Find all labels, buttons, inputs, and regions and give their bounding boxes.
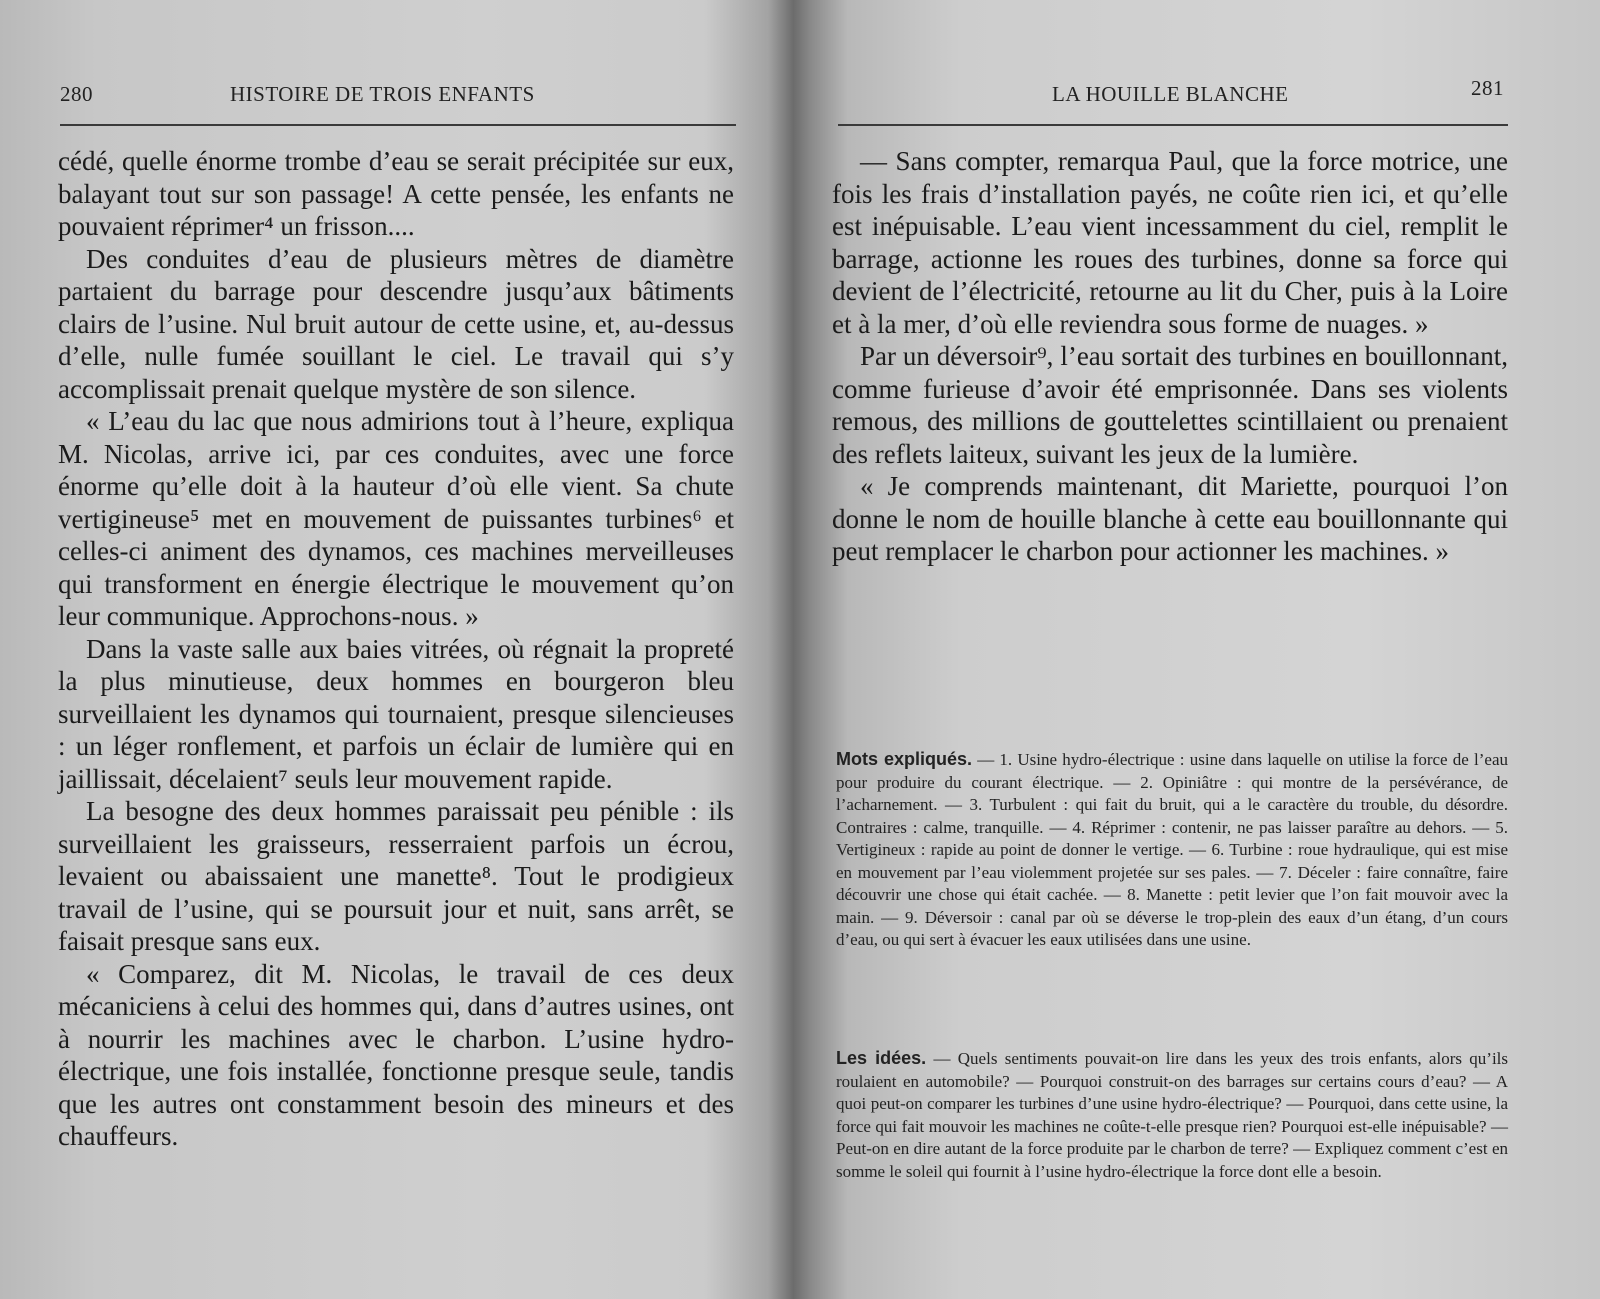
running-head-left: HISTOIRE DE TROIS ENFANTS — [230, 82, 535, 106]
paragraph: Dans la vaste salle aux baies vitrées, où régnait la propreté la plus minutieuse, deux hommes en bourgeron bleu surveillaient les dynamos qui tournaient, presque silencieuses : un léger ronflement, et parfois un éclair de lumière qui en jaillissait, décelaient⁷ seuls leur mouvement rapide. — [58, 633, 734, 794]
les-idees-label: Les idées. — [836, 1048, 927, 1068]
page-number-left: 280 — [60, 82, 93, 106]
paragraph: « L’eau du lac que nous admirions tout à l’heure, expliqua M. Nicolas, arrive ici, par ces conduites, avec une force énorme qu’elle doit à la hauteur d’où elle vient. Sa chute vertigineuse⁵ met en mouvement de puissantes turbines⁶ et celles-ci animent des dynamos, ces machines merveilleuses qui transforment en énergie électrique le mouvement qu’on leur communique. Approchons-nous. » — [58, 406, 734, 631]
mots-expliques-label: Mots expliqués. — [836, 749, 972, 769]
left-body-text — [58, 145, 734, 1153]
les-idees-section — [836, 1047, 1508, 1183]
right-page-header — [838, 76, 1504, 110]
paragraph: Par un déversoir⁹, l’eau sortait des turbines en bouillonnant, comme furieuse d’avoir été emprisonnée. Dans ses violents remous, des millions de gouttelettes scintillaient ou prenaient des reflets laiteux, suivant les jeux de la lumière. — [832, 341, 1508, 469]
header-rule-right — [838, 124, 1508, 126]
paragraph: cédé, quelle énorme trombe d’eau se serait précipitée sur eux, balayant tout sur son passage! A cette pensée, les enfants ne pouvaient réprimer⁴ un frisson.... — [58, 146, 734, 241]
paragraph: — Sans compter, remarqua Paul, que la force motrice, une fois les frais d’installation payés, ne coûte rien ici, et qu’elle est inépuisable. L’eau vient incessamment du ciel, remplit le barrage, actionne les roues des turbines, donne sa force qui devient de l’électricité, retourne au lit du Cher, puis à la Loire et à la mer, d’où elle reviendra sous forme de nuages. » — [832, 146, 1508, 339]
right-body-text — [832, 145, 1508, 568]
paragraph: « Comparez, dit M. Nicolas, le travail de ces deux mécaniciens à celui des hommes qui, dans d’autres usines, ont à nourrir les machines avec le charbon. L’usine hydro-électrique, une fois installée, fonctionne presque seule, tandis que les autres ont constamment besoin des mineurs et des chauffeurs. — [58, 958, 734, 1151]
les-idees-text: — Quels sentiments pouvait-on lire dans les yeux des trois enfants, alors qu’ils roulaient en automobile? — Pourquoi construit-on des barrages sur certains cours d’eau? — A quoi peut-on comparer les turbines d’une usine hydro-électrique? — Pourquoi, dans cette usine, la force qui fait mouvoir les machines ne coûte-t-elle presque rien? Pourquoi est-elle inépuisable? — Peut-on en dire autant de la force produite par le charbon de terre? — Expliquez comment c’est en somme le soleil qui fournit à l’usine hydro-électrique la force dont elle a besoin. — [836, 1049, 1509, 1181]
paragraph: La besogne des deux hommes paraissait peu pénible : ils surveillaient les graisseurs, resserraient parfois un écrou, levaient ou abaissaient une manette⁸. Tout le prodigieux travail de l’usine, qui se poursuit jour et nuit, sans arrêt, se faisait presque sans eux. — [58, 796, 734, 956]
page-number-right: 281 — [1471, 76, 1504, 100]
header-rule-left — [60, 124, 736, 126]
paragraph: « Je comprends maintenant, dit Mariette, pourquoi l’on donne le nom de houille blanche à cette eau bouillonnante qui peut remplacer le charbon pour actionner les machines. » — [832, 471, 1508, 566]
right-page — [806, 0, 1600, 1299]
left-page-header — [60, 80, 736, 110]
mots-expliques-text: — 1. Usine hydro-électrique : usine dans laquelle on utilise la force de l’eau pour produire du courant électrique. — 2. Opiniâtre : qui montre de la persévérance, de l’acharnement. — 3. Turbulent : qui fait du bruit, qui a le caractère du trouble, du désordre. Contraires : calme, tranquille. — 4. Réprimer : contenir, ne pas laisser paraître au dehors. — 5. Vertigineux : rapide au point de donner le vertige. — 6. Turbine : roue hydraulique, qui est mise en mouvement par l’eau violemment projetée sur ses pales. — 7. Déceler : faire connaître, faire découvrir une chose qui était cachée. — 8. Manette : petit levier que l’on fait mouvoir avec la main. — 9. Déversoir : canal par où se déverse le trop-plein des eaux d’un étang, d’un cours d’eau, ou qui sert à évacuer les eaux utilisées dans une usine. — [836, 750, 1509, 949]
paragraph: Des conduites d’eau de plusieurs mètres de diamètre partaient du barrage pour descendre jusqu’aux bâtiments clairs de l’usine. Nul bruit autour de cette usine, et, au-dessus d’elle, nulle fumée souillant le ciel. Le travail qui s’y accomplissait prenait quelque mystère de son silence. — [58, 243, 734, 404]
mots-expliques-section — [836, 748, 1508, 952]
left-page — [0, 0, 790, 1299]
running-head-right: LA HOUILLE BLANCHE — [1052, 82, 1289, 106]
